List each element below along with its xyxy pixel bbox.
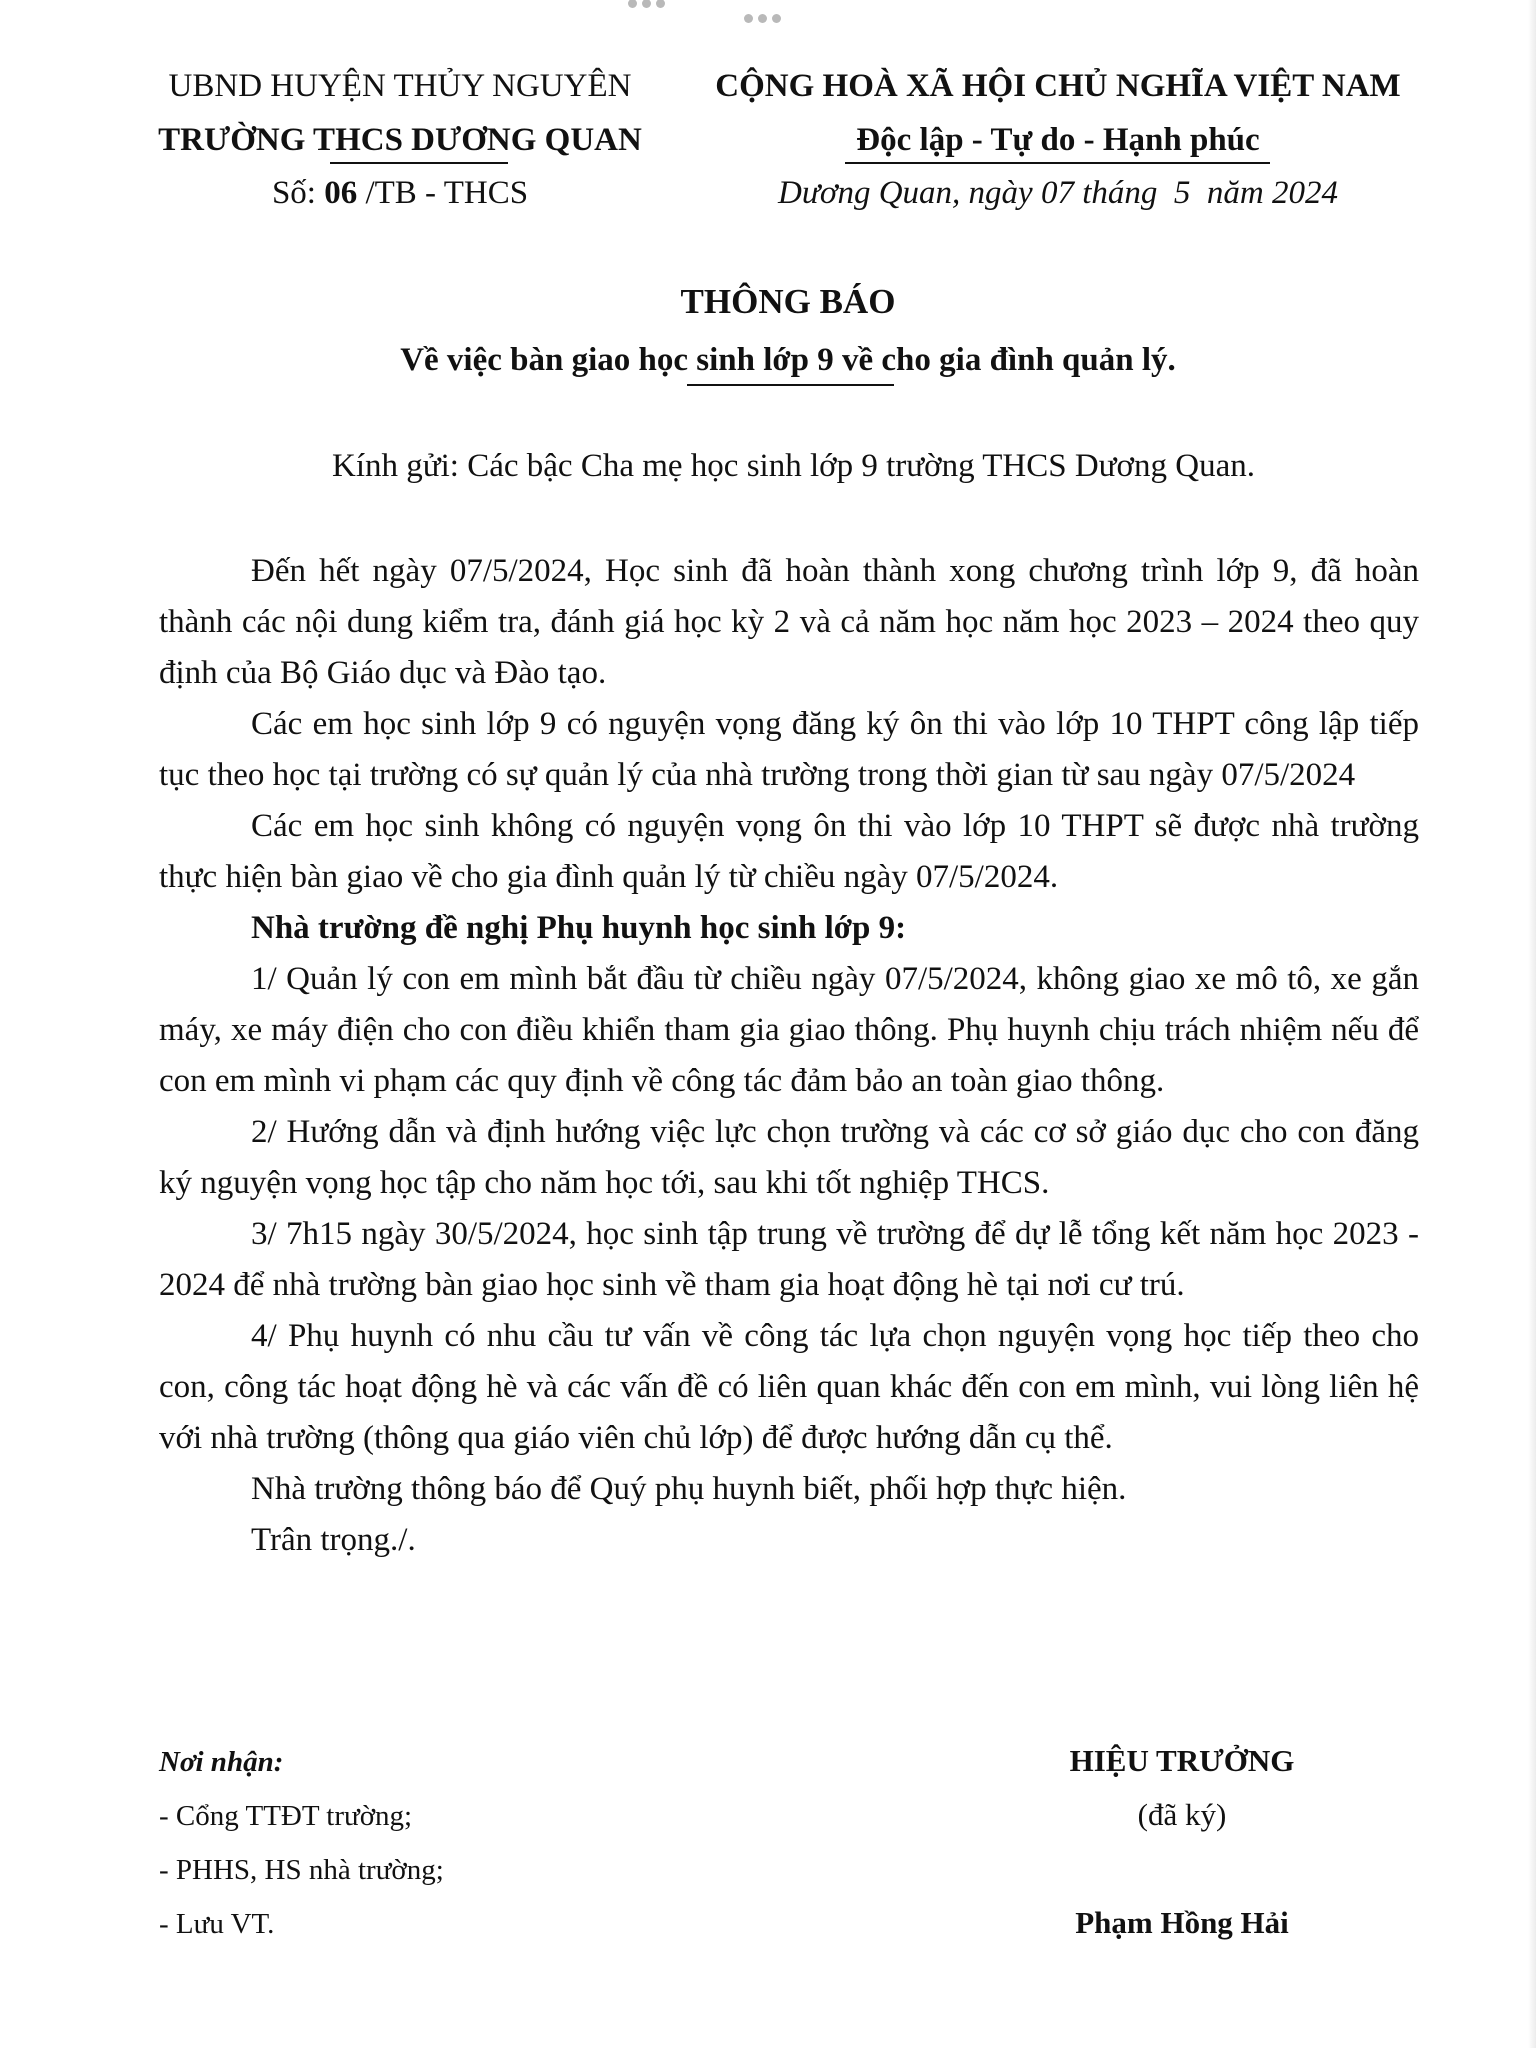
paragraph: Các em học sinh không có nguyện vọng ôn thi vào lớp 10 THPT sẽ được nhà trường thực hiện bàn giao về cho gia đình quản lý từ chiều ngày 07/5/2024. xyxy=(159,808,1419,895)
paragraph: Các em học sinh lớp 9 có nguyện vọng đăng ký ôn thi vào lớp 10 THPT công lập tiếp tục theo học tại trường có sự quản lý của nhà trường trong thời gian từ sau ngày 07/5/2024 xyxy=(159,706,1419,793)
paragraph: Đến hết ngày 07/5/2024, Học sinh đã hoàn thành xong chương trình lớp 9, đã hoàn thành các nội dung kiểm tra, đánh giá học kỳ 2 và cả năm học năm học 2023 – 2024 theo quy định của Bộ Giáo dục và Đào tạo. xyxy=(159,553,1419,691)
school-underline xyxy=(330,162,508,164)
closing: Trân trọng./. xyxy=(251,1522,416,1558)
signed-note: (đã ký) xyxy=(1137,1797,1227,1832)
school-name: TRƯỜNG THCS DƯƠNG QUAN xyxy=(158,122,642,158)
more-options-icon[interactable] xyxy=(628,0,665,8)
paragraph: 3/ 7h15 ngày 30/5/2024, học sinh tập trung về trường để dự lễ tổng kết năm học 2023 - 2024 để nhà trường bàn giao học sinh về tham gia hoạt động hè tại nơi cư trú. xyxy=(159,1216,1419,1303)
dot xyxy=(744,14,753,23)
dot xyxy=(758,14,767,23)
title-underline xyxy=(687,384,894,386)
document-number-value: 06 xyxy=(324,175,358,211)
request-heading: Nhà trường đề nghị Phụ huynh học sinh lớp 9: xyxy=(251,910,907,946)
document-number-prefix: Số: xyxy=(271,175,325,211)
document-number xyxy=(150,173,650,213)
motto-underline xyxy=(845,162,1270,164)
nation-name: CỘNG HOÀ XÃ HỘI CHỦ NGHĨA VIỆT NAM xyxy=(715,68,1401,104)
national-motto: Độc lập - Tự do - Hạnh phúc xyxy=(856,122,1260,158)
recipients-item: - PHHS, HS nhà trường; xyxy=(159,1854,444,1886)
dot xyxy=(642,0,651,8)
recipients-title: Nơi nhận: xyxy=(159,1746,284,1778)
document-number-suffix: /TB - THCS xyxy=(357,175,529,211)
paragraph: Nhà trường thông báo để Quý phụ huynh biết, phối hợp thực hiện. xyxy=(251,1471,1127,1507)
dot xyxy=(628,0,637,8)
place-date: Dương Quan, ngày 07 tháng 5 năm 2024 xyxy=(778,175,1338,211)
dot xyxy=(656,0,665,8)
recipients-item: - Lưu VT. xyxy=(159,1908,275,1940)
paragraph: 2/ Hướng dẫn và định hướng việc lực chọn trường và các cơ sở giáo dục cho con đăng ký nguyện vọng học tập cho năm học tới, sau khi tốt nghiệp THCS. xyxy=(159,1114,1419,1201)
document-title: THÔNG BÁO xyxy=(680,282,896,321)
recipients-item: - Cổng TTĐT trường; xyxy=(159,1800,413,1832)
more-options-icon[interactable] xyxy=(744,14,781,23)
document-subtitle: Về việc bàn giao học sinh lớp 9 về cho gia đình quản lý. xyxy=(400,342,1176,378)
signer-name: Phạm Hồng Hải xyxy=(1075,1905,1289,1940)
paragraph: 4/ Phụ huynh có nhu cầu tư vấn về công tác lựa chọn nguyện vọng học tiếp theo cho con, công tác hoạt động hè và các vấn đề có liên quan khác đến con em mình, vui lòng liên hệ với nhà trường (thông qua giáo viên chủ lớp) để được hướng dẫn cụ thể. xyxy=(159,1318,1419,1456)
document-body xyxy=(159,546,1419,1566)
paragraph: 1/ Quản lý con em mình bắt đầu từ chiều ngày 07/5/2024, không giao xe mô tô, xe gắn máy, xe máy điện cho con điều khiển tham gia giao thông. Phụ huynh chịu trách nhiệm nếu để con em mình vi phạm các quy định về công tác đảm bảo an toàn giao thông. xyxy=(159,961,1419,1099)
salutation: Kính gửi: Các bậc Cha mẹ học sinh lớp 9 trường THCS Dương Quan. xyxy=(332,448,1255,484)
signer-title: HIỆU TRƯỞNG xyxy=(1069,1743,1295,1778)
dot xyxy=(772,14,781,23)
organization-name: UBND HUYỆN THỦY NGUYÊN xyxy=(168,68,632,104)
